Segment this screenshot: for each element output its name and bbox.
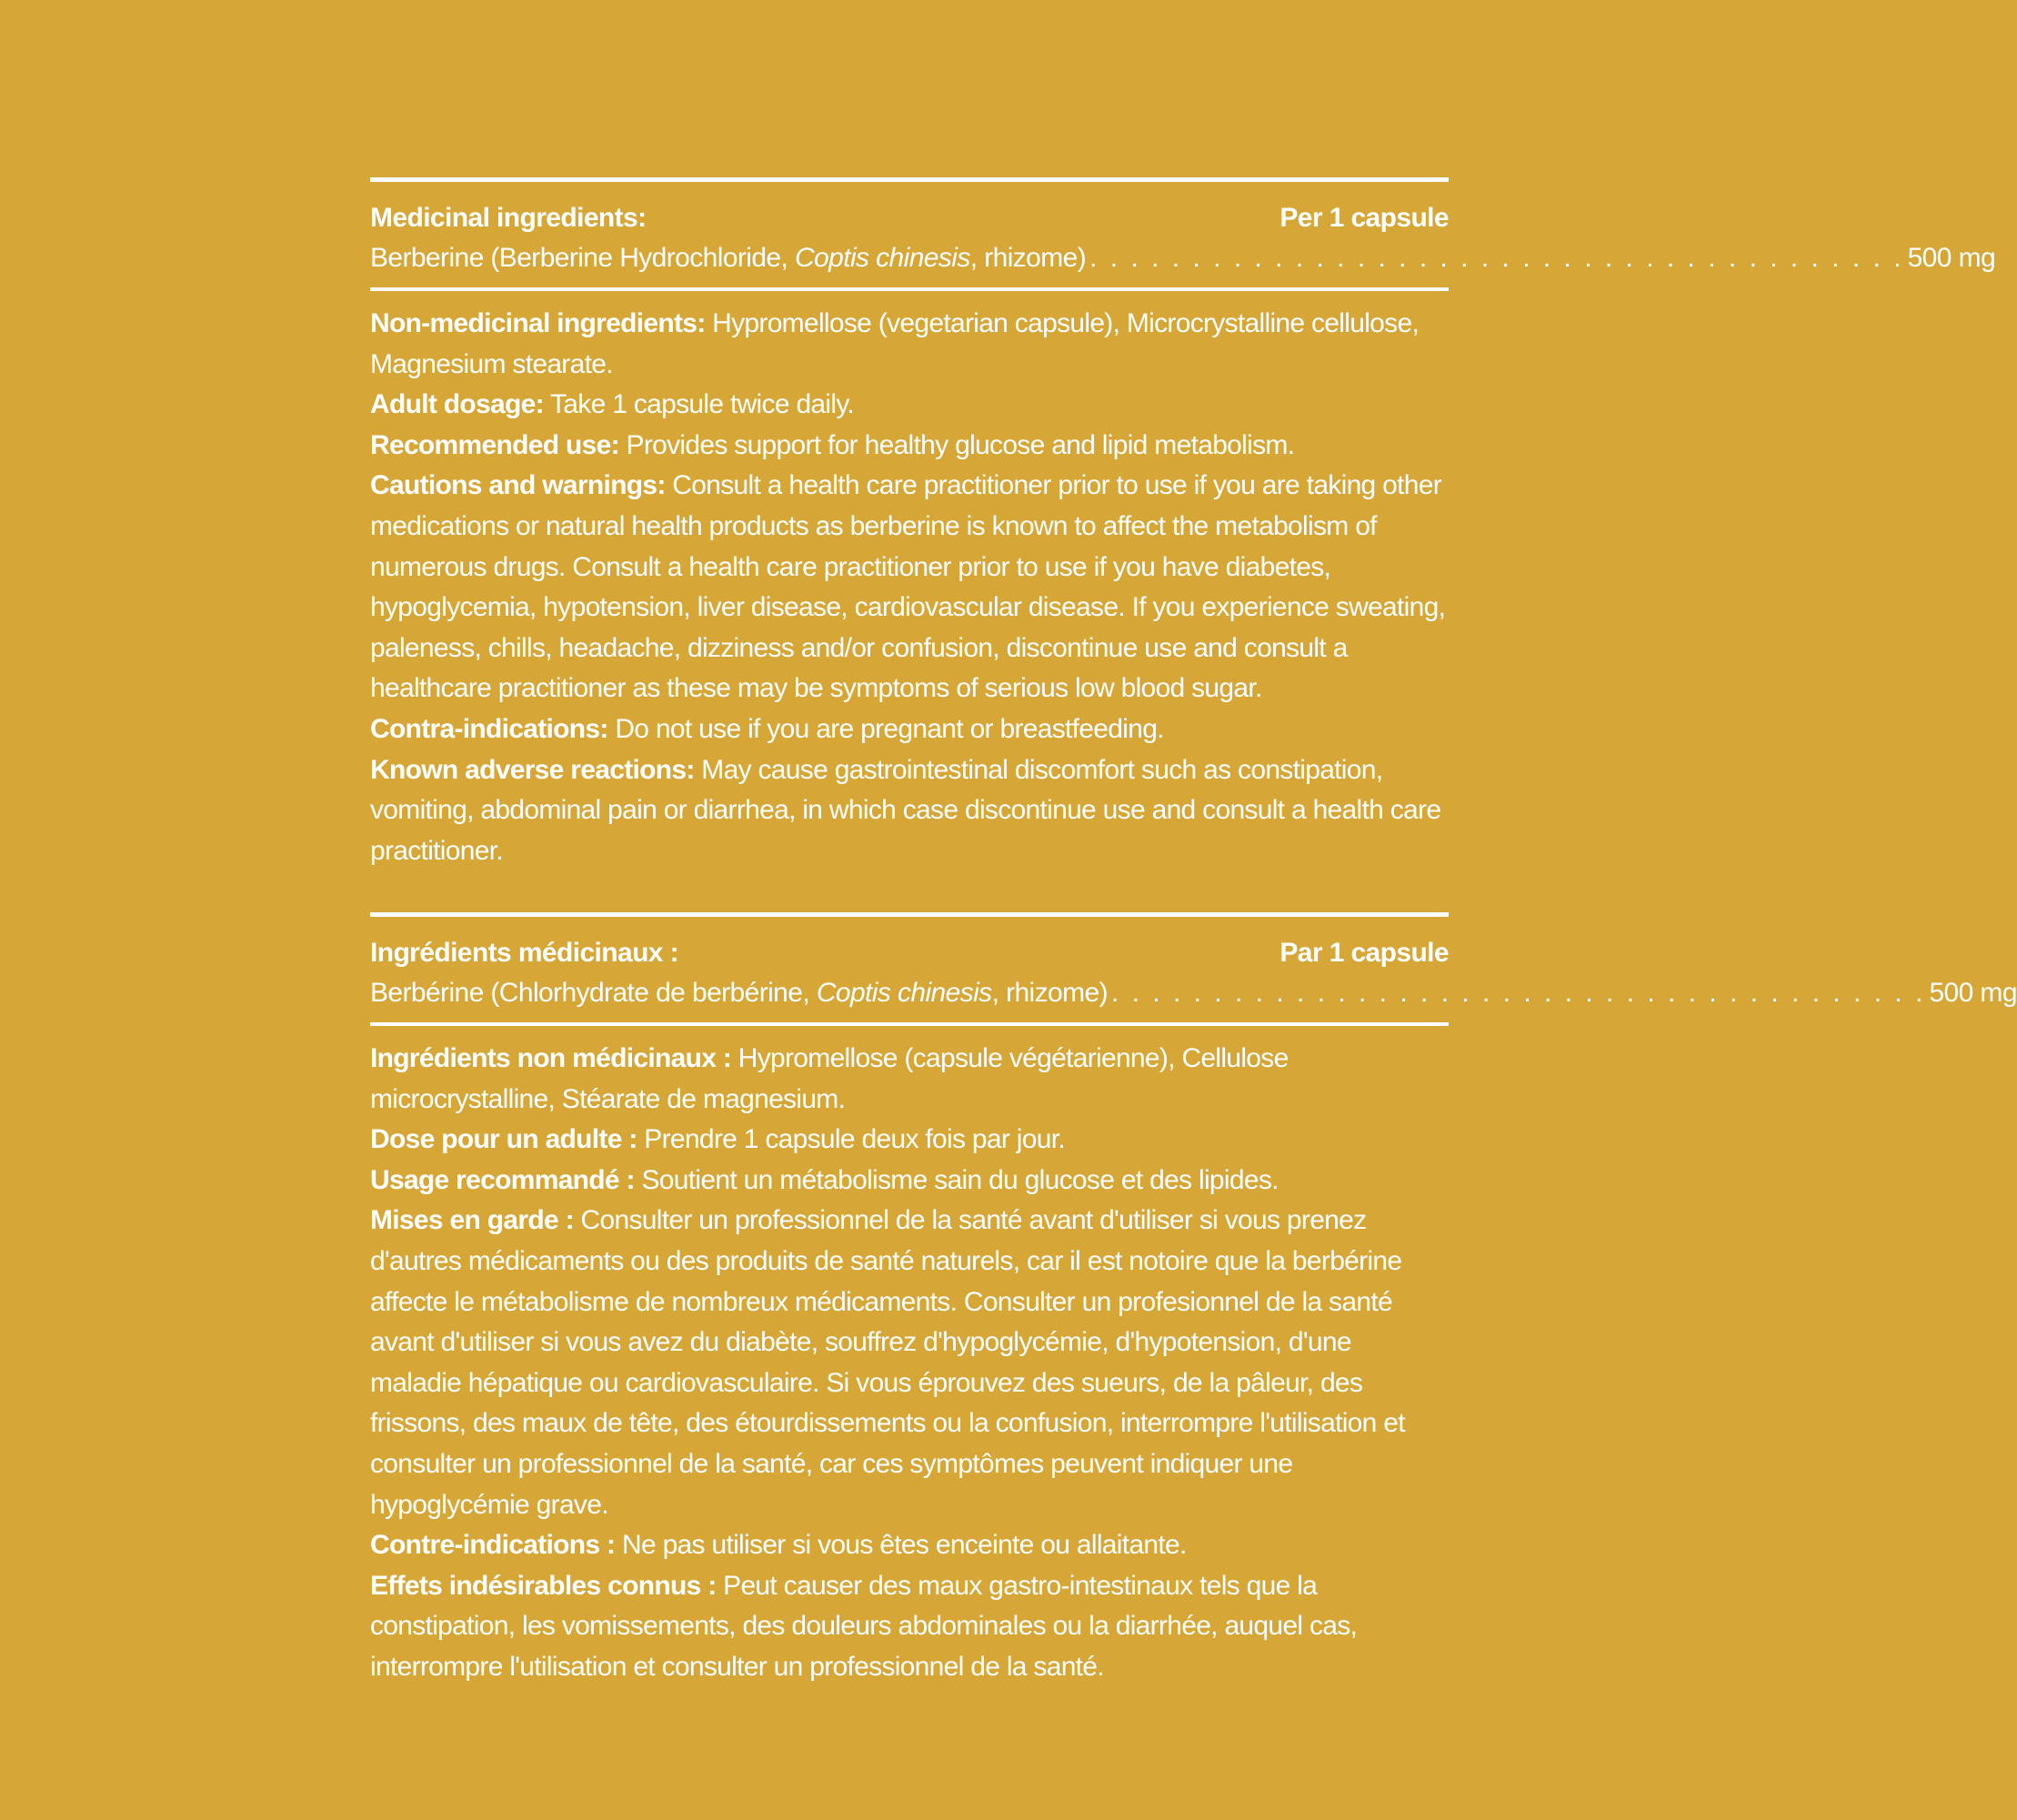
section-label: Contre-indications : [370, 1530, 616, 1561]
divider [370, 1022, 1449, 1026]
per-capsule-label: Par 1 capsule [1279, 938, 1449, 968]
per-capsule-label: Per 1 capsule [1279, 203, 1449, 233]
medicinal-amount: 500 mg [1929, 978, 2017, 1008]
section-label: Ingrédients non médicinaux : [370, 1043, 732, 1073]
section-label: Effets indésirables connus : [370, 1570, 717, 1601]
adult-dosage [370, 385, 1449, 426]
section-text: May cause gastrointestinal discomfort such as constipation, vomiting, abdominal pain or diarrhea, in which case discontinue use and consult a health care practitioner. [370, 754, 1441, 866]
medicinal-ingredient-row [370, 973, 2017, 1013]
section-text: Consult a health care practitioner prior to use if you are taking other medications or natural health products as berberine is known to affect the metabolism of numerous drugs. Consult a health care practitioner prior to use if you have diabetes, hypoglycemia, hypotension, liver disease, cardiovascular disease. If you experience sweating, paleness, chills, headache, dizziness and/or confusion, discontinue use and consult a healthcare practitioner as these may be symptoms of serious low blood sugar. [370, 470, 1446, 704]
section-text: Prendre 1 capsule deux fois par jour. [637, 1124, 1066, 1155]
medicinal-amount: 500 mg [1907, 243, 1996, 273]
medicinal-header-label: Medicinal ingredients: [370, 203, 647, 233]
section-label: Known adverse reactions: [370, 754, 695, 785]
english-label-panel [370, 177, 1996, 871]
label-body-text [370, 1039, 1449, 1688]
medicinal-header [370, 933, 1449, 973]
non-medicinal-ingredients [370, 304, 1449, 385]
recommended-use [370, 426, 1449, 467]
section-text: Ne pas utiliser si vous êtes enceinte ou allaitante. [615, 1530, 1187, 1561]
top-divider [370, 912, 1449, 917]
recommended-use [370, 1161, 1449, 1202]
medicinal-header-label: Ingrédients médicinaux : [370, 938, 679, 968]
medicinal-ingredient-name: Berberine (Berberine Hydrochloride, Coptis chinesis, rhizome) [370, 243, 1087, 273]
section-label: Mises en garde : [370, 1205, 574, 1236]
section-text: Peut causer des maux gastro-intestinaux tels que la constipation, les vomissements, des douleurs abdominales ou la diarrhée, auquel cas, interrompre l'utilisation et consulter un professionnel de la santé. [370, 1570, 1358, 1682]
contra-indications [370, 1525, 1449, 1566]
section-text: Provides support for healthy glucose and lipid metabolism. [618, 429, 1295, 460]
top-divider [370, 177, 1449, 182]
section-text: Take 1 capsule twice daily. [543, 389, 855, 420]
label-body-text [370, 304, 1449, 871]
adult-dosage [370, 1120, 1449, 1161]
section-label: Cautions and warnings: [370, 470, 666, 501]
contra-indications [370, 709, 1449, 750]
french-label-panel [370, 912, 2017, 1688]
section-label: Recommended use: [370, 429, 619, 460]
dot-leader: . . . . . . . . . . . . . . . . . . . . . . . . . . . . . . . . . . . . . . . . [1089, 243, 1904, 273]
divider [370, 287, 1449, 291]
non-medicinal-ingredients [370, 1039, 1449, 1120]
section-text: Hypromellose (capsule végétarienne), Cellulose microcrystalline, Stéarate de magnesium. [370, 1043, 1289, 1114]
medicinal-header [370, 198, 1449, 238]
section-label: Usage recommandé : [370, 1164, 635, 1195]
section-label: Adult dosage: [370, 389, 544, 420]
cautions-and-warnings [370, 1201, 1449, 1525]
section-text: Soutient un métabolisme sain du glucose et des lipides. [634, 1164, 1279, 1195]
section-text: Hypromellose (vegetarian capsule), Microcrystalline cellulose, Magnesium stearate. [370, 308, 1420, 379]
cautions-and-warnings [370, 466, 1449, 709]
section-text: Consulter un professionnel de la santé avant d'utiliser si vous prenez d'autres médicaments ou des produits de santé naturels, car il est notoire que la berbérine affecte le métabolisme de nombreux médicaments. Consulter un profesionnel de la santé avant d'utiliser si vous avez du diabète, souffrez d'hypoglycémie, d'hypotension, d'une maladie hépatique ou cardiovasculaire. Si vous éprouvez des sueurs, de la pâleur, des frissons, des maux de tête, des étourdissements ou la confusion, interrompre l'utilisation et consulter un professionnel de la santé, car ces symptômes peuvent indiquer une hypoglycémie grave. [370, 1205, 1405, 1520]
section-label: Non-medicinal ingredients: [370, 308, 706, 338]
dot-leader: . . . . . . . . . . . . . . . . . . . . . . . . . . . . . . . . . . . . . . . . [1110, 978, 1926, 1008]
section-label: Contra-indications: [370, 713, 608, 744]
known-adverse-reactions [370, 1566, 1449, 1688]
known-adverse-reactions [370, 750, 1449, 872]
medicinal-ingredient-name: Berbérine (Chlorhydrate de berbérine, Coptis chinesis, rhizome) [370, 978, 1108, 1008]
section-label: Dose pour un adulte : [370, 1124, 637, 1155]
medicinal-ingredient-row [370, 238, 1996, 278]
section-text: Do not use if you are pregnant or breastfeeding. [607, 713, 1164, 744]
